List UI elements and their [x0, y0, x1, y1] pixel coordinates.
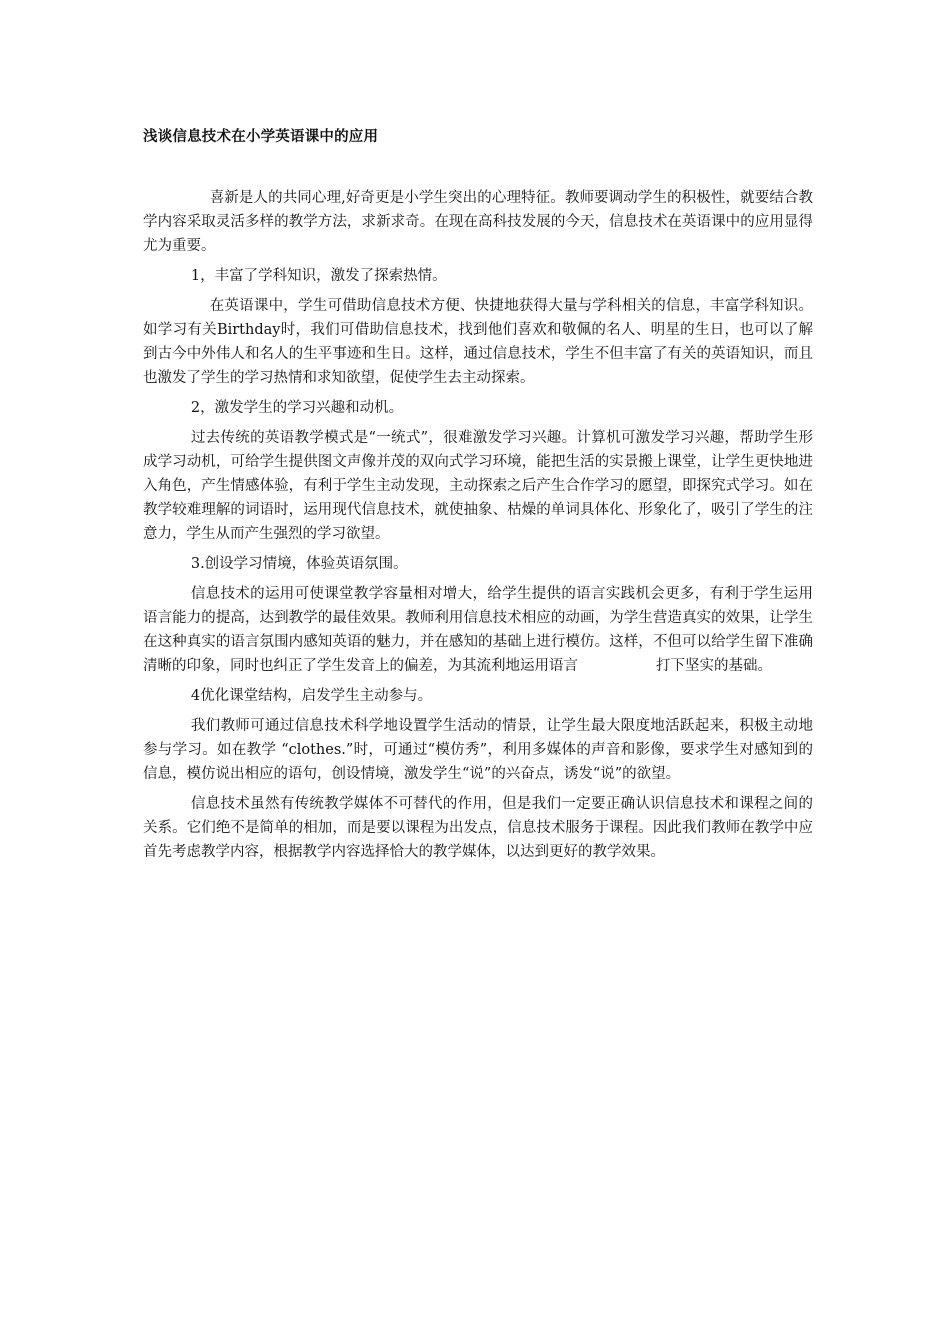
document-body: [143, 186, 813, 870]
section-3-body: [143, 582, 813, 678]
section-3-body-part-a: 信息技术的运用可使课堂教学容量相对增大，给学生提供的语言实践机会更多，有利于学生运用语言能力的提高，达到教学的最佳效果。教师利用信息技术相应的动画，为学生营造真实的效果，让学生在这种真实的语言氛围内感知英语的魅力，并在感知的基础上进行模仿。这样，不但可以给学生留下准确清晰的印象，同时也纠正了学生发音上的偏差，为其流利地运用语言: [143, 586, 813, 674]
section-3-heading: 3.创设学习情境，体验英语氛围。: [190, 556, 408, 572]
section-4-heading: 4优化课堂结构，启发学生主动参与。: [190, 688, 433, 704]
section-1-body: 在英语课中，学生可借助信息技术方便、快捷地获得大量与学科相关的信息，丰富学科知识。如学习有关Birthday时，我们可借助信息技术，找到他们喜欢和敬佩的名人、明星的生日，也可以了解到古今中外伟人和名人的生平事迹和生日。这样，通过信息技术，学生不但丰富了有关的英语知识，而且也激发了学生的学习热情和求知欲望，促使学生去主动探索。: [143, 298, 813, 386]
section-4-body: 我们教师可通过信息技术科学地设置学生活动的情景，让学生最大限度地活跃起来，积极主动地参与学习。如在教学 “clothes.”时，可通过“模仿秀”，利用多媒体的声音和影像，要求学生对感知到的信息，模仿说出相应的语句，创设情境，激发学生“说”的兴奋点，诱发“说”的欲望。: [143, 718, 813, 782]
section-2-heading: 2，激发学生的学习兴趣和动机。: [190, 400, 404, 416]
document-title: 浅谈信息技术在小学英语课中的应用: [143, 129, 379, 145]
section-2-body: 过去传统的英语教学模式是“一统式”，很难激发学习兴趣。计算机可激发学习兴趣，帮助学生形成学习动机，可给学生提供图文声像并茂的双向式学习环境，能把生活的实景搬上课堂，让学生更快地进入角色，产生情感体验，有利于学生主动发现，主动探索之后产生合作学习的愿望，即探究式学习。如在教学较难理解的词语时，运用现代信息技术，就使抽象、枯燥的单词具体化、形象化了，吸引了学生的注意力，学生从而产生强烈的学习欲望。: [143, 430, 813, 542]
intro-paragraph: 喜新是人的共同心理,好奇更是小学生突出的心理特征。教师要调动学生的积极性，就要结合教学内容采取灵活多样的教学方法，求新求奇。在现在高科技发展的今天，信息技术在英语课中的应用显得尤为重要。: [143, 190, 813, 254]
section-3-body-part-b: 打下坚实的基础。: [656, 658, 772, 674]
conclusion-paragraph: 信息技术虽然有传统教学媒体不可替代的作用，但是我们一定要正确认识信息技术和课程之间的关系。它们绝不是简单的相加，而是要以课程为出发点，信息技术服务于课程。因此我们教师在教学中应首先考虑教学内容，根据教学内容选择恰大的教学媒体，以达到更好的教学效果。: [143, 796, 813, 860]
section-1-heading: 1，丰富了学科知识，激发了探索热情。: [190, 268, 447, 284]
